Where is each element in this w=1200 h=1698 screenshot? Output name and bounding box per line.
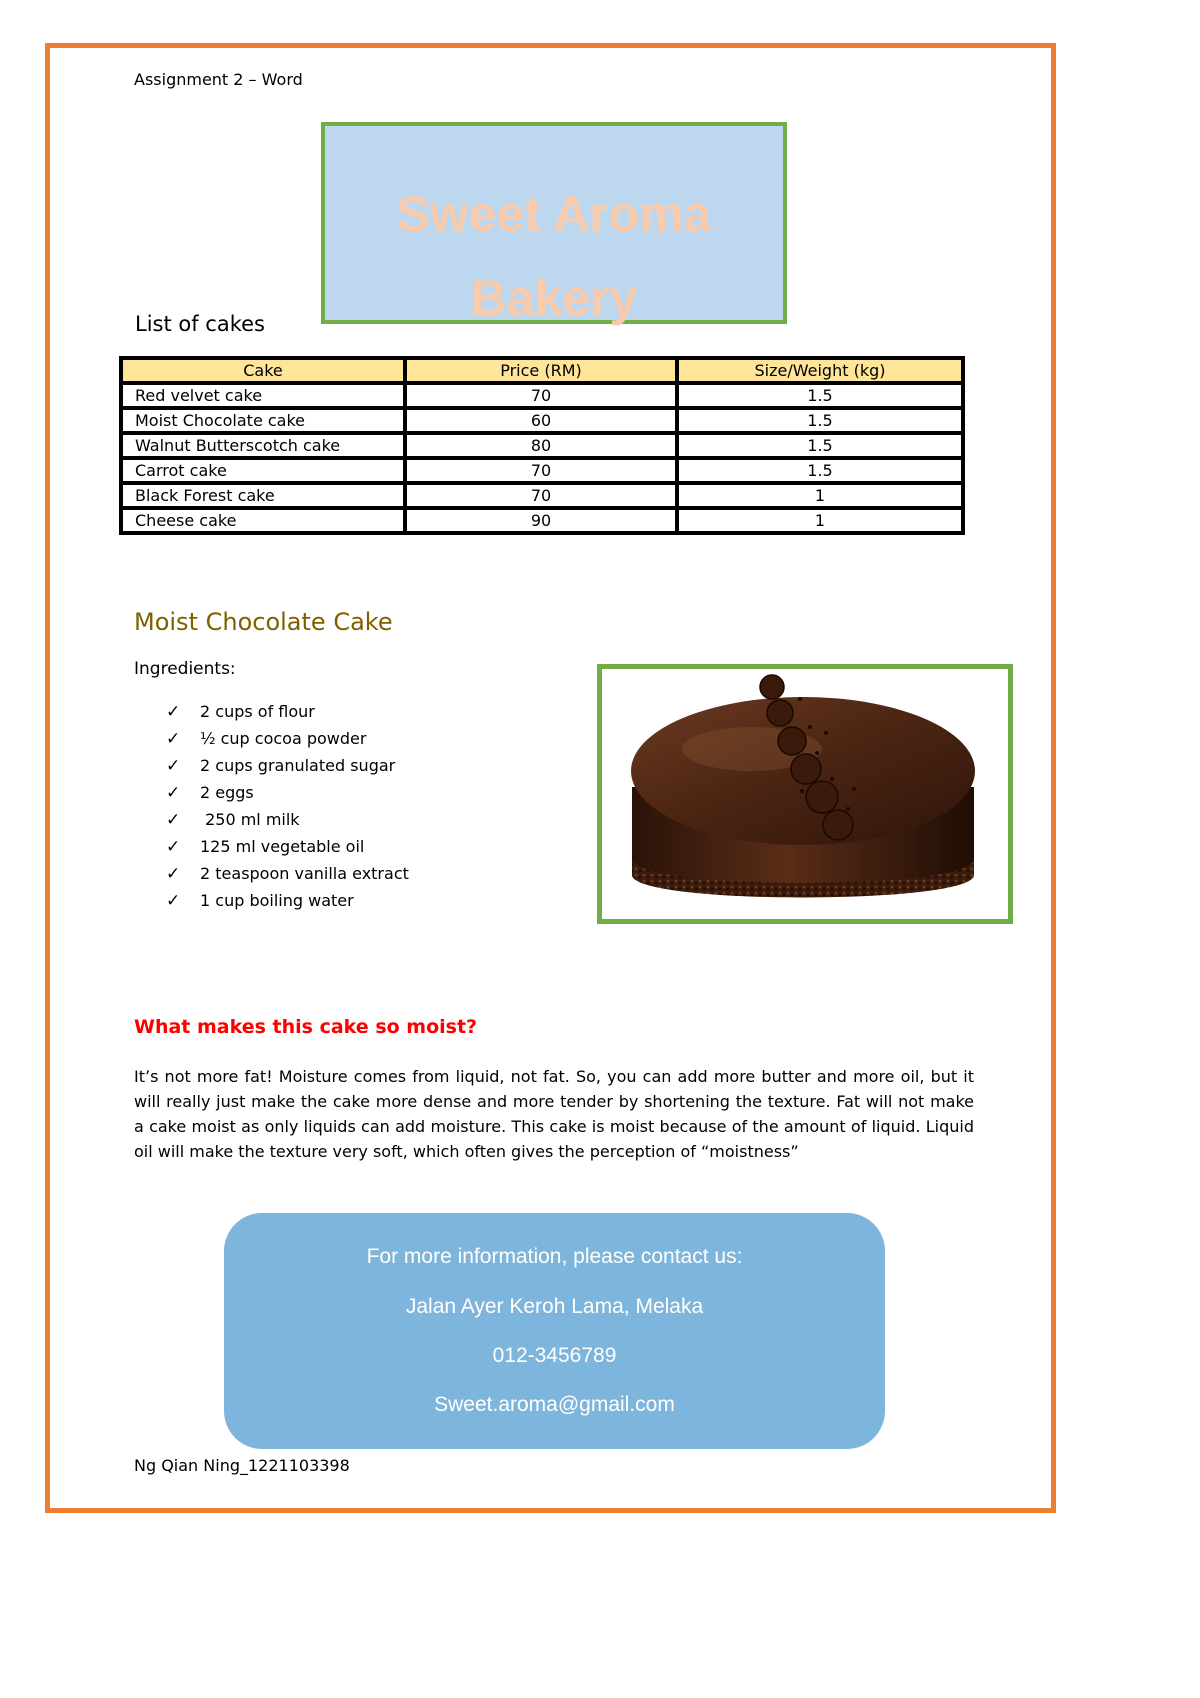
list-item xyxy=(166,727,409,754)
contact-address: Jalan Ayer Keroh Lama, Melaka xyxy=(405,1295,704,1318)
list-item xyxy=(166,889,409,916)
list-item xyxy=(166,754,409,781)
size-cell: 1.5 xyxy=(677,433,963,458)
size-cell: 1.5 xyxy=(677,408,963,433)
list-item xyxy=(166,835,409,862)
table-row xyxy=(121,383,963,408)
table-header-row xyxy=(121,358,963,383)
checkmark-icon: ✓ xyxy=(166,864,181,884)
section-title: Moist Chocolate Cake xyxy=(134,608,393,636)
checkmark-icon: ✓ xyxy=(166,783,181,803)
contact-phone: 012-3456789 xyxy=(492,1344,617,1367)
ingredient-text: 250 ml milk xyxy=(200,810,300,829)
ingredient-text: 2 eggs xyxy=(200,783,254,802)
size-cell: 1.5 xyxy=(677,458,963,483)
bakery-title-line2: Bakery xyxy=(470,270,638,326)
chocolate-cake-photo xyxy=(602,669,1008,919)
price-cell: 60 xyxy=(405,408,677,433)
ingredient-text: 2 teaspoon vanilla extract xyxy=(200,864,409,883)
ingredient-text: 1 cup boiling water xyxy=(200,891,354,910)
checkmark-icon: ✓ xyxy=(166,729,181,749)
list-item xyxy=(166,808,409,835)
table-row xyxy=(121,458,963,483)
faq-body: It’s not more fat! Moisture comes from liquid, not fat. So, you can add more butter and more oil, but it will really just make the cake more dense and more tender by shortening the texture. Fat will not make a cake moist as only liquids can add moisture. This cake is moist because of the amount of liquid. Liquid oil will make the texture very soft, which often gives the perception of “moistness” xyxy=(134,1067,974,1161)
column-header-price: Price (RM) xyxy=(405,358,677,383)
cake-image-frame xyxy=(597,664,1013,924)
table-row xyxy=(121,508,963,533)
contact-box xyxy=(224,1213,885,1449)
contact-heading: For more information, please contact us: xyxy=(366,1245,743,1268)
checkmark-icon: ✓ xyxy=(166,756,181,776)
cake-name-cell: Red velvet cake xyxy=(121,383,405,408)
contact-email: Sweet.aroma@gmail.com xyxy=(434,1393,675,1416)
price-cell: 80 xyxy=(405,433,677,458)
size-cell: 1.5 xyxy=(677,383,963,408)
size-cell: 1 xyxy=(677,508,963,533)
ingredient-text: 2 cups granulated sugar xyxy=(200,756,396,775)
ingredient-text: 2 cups of flour xyxy=(200,702,315,721)
column-header-cake: Cake xyxy=(121,358,405,383)
table-row xyxy=(121,408,963,433)
list-item xyxy=(166,862,409,889)
table-row xyxy=(121,483,963,508)
cake-price-table xyxy=(119,356,965,535)
price-cell: 70 xyxy=(405,458,677,483)
cake-name-cell: Cheese cake xyxy=(121,508,405,533)
checkmark-icon: ✓ xyxy=(166,810,181,830)
price-cell: 70 xyxy=(405,383,677,408)
checkmark-icon: ✓ xyxy=(166,702,181,722)
cake-name-cell: Moist Chocolate cake xyxy=(121,408,405,433)
list-heading: List of cakes xyxy=(135,312,265,336)
ingredients-list xyxy=(166,700,409,916)
column-header-size: Size/Weight (kg) xyxy=(677,358,963,383)
price-cell: 70 xyxy=(405,483,677,508)
list-item xyxy=(166,700,409,727)
ingredient-text: 125 ml vegetable oil xyxy=(200,837,365,856)
document-header: Assignment 2 – Word xyxy=(134,70,303,89)
bakery-title xyxy=(321,172,787,340)
cake-name-cell: Carrot cake xyxy=(121,458,405,483)
list-item xyxy=(166,781,409,808)
price-cell: 90 xyxy=(405,508,677,533)
cake-name-cell: Black Forest cake xyxy=(121,483,405,508)
document-footer: Ng Qian Ning_1221103398 xyxy=(134,1456,350,1475)
checkmark-icon: ✓ xyxy=(166,837,181,857)
ingredients-label: Ingredients: xyxy=(134,659,236,679)
table-row xyxy=(121,433,963,458)
faq-title: What makes this cake so moist? xyxy=(134,1016,478,1038)
size-cell: 1 xyxy=(677,483,963,508)
checkmark-icon: ✓ xyxy=(166,891,181,911)
cake-name-cell: Walnut Butterscotch cake xyxy=(121,433,405,458)
bakery-title-line1: Sweet Aroma xyxy=(396,186,712,242)
ingredient-text: ½ cup cocoa powder xyxy=(200,729,367,748)
